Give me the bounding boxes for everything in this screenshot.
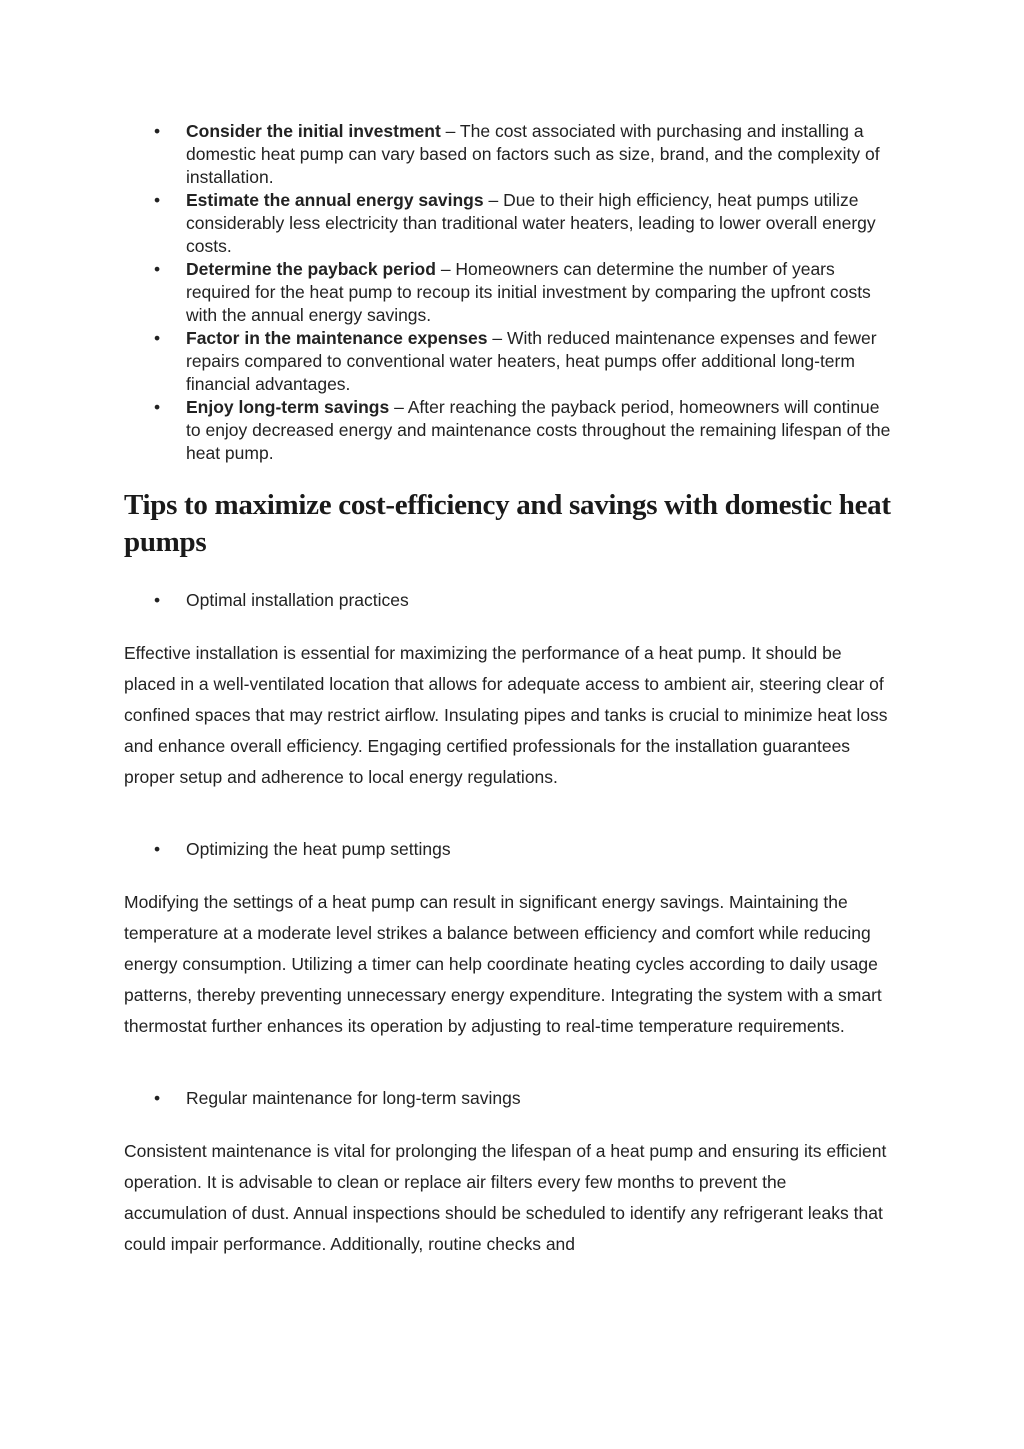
list-item-title: Factor in the maintenance expenses [186,328,488,348]
list-item-title: Enjoy long-term savings [186,397,390,417]
subsection-title: Optimizing the heat pump settings [186,839,451,859]
subsection-title: Optimal installation practices [186,590,409,610]
list-item [124,258,894,327]
cost-factors-list [124,120,894,465]
list-item-title: Consider the initial investment [186,121,441,141]
bullet-icon: • [154,328,161,348]
list-item [124,120,894,189]
bullet-icon: • [154,839,161,859]
body-paragraph: Modifying the settings of a heat pump can result in significant energy savings. Maintaining the temperature at a moderate level strikes a balance between efficiency and comfort while reducing energy consumption. Utilizing a timer can help coordinate heating cycles according to daily usage patterns, thereby preventing unnecessary energy expenditure. Integrating the system with a smart thermostat further enhances its operation by adjusting to real-time temperature requirements. [124,892,882,1036]
section-heading: Tips to maximize cost-efficiency and savings with domestic heat pumps [124,489,891,558]
list-item-text: – After reaching the payback period, homeowners will continue to enjoy decreased energy and maintenance costs throughout the remaining lifespan of the heat pump. [186,397,891,463]
list-item-text: – Due to their high efficiency, heat pumps utilize considerably less electricity than traditional water heaters, leading to lower overall energy costs. [186,190,876,256]
list-item-text: – Homeowners can determine the number of years required for the heat pump to recoup its initial investment by comparing the upfront costs with the annual energy savings. [186,259,871,325]
subsection-bullet [124,589,894,612]
list-item-title: Determine the payback period [186,259,436,279]
bullet-icon: • [154,259,161,279]
list-item [124,327,894,396]
list-item [124,396,894,465]
bullet-icon: • [154,1088,161,1108]
subsection-title: Regular maintenance for long-term savings [186,1088,521,1108]
bullet-icon: • [154,590,161,610]
document-page [124,120,894,1260]
body-paragraph: Effective installation is essential for maximizing the performance of a heat pump. It should be placed in a well-ventilated location that allows for adequate access to ambient air, steering clear of confined spaces that may restrict airflow. Insulating pipes and tanks is crucial to minimize heat loss and enhance overall efficiency. Engaging certified professionals for the installation guarantees proper setup and adherence to local energy regulations. [124,643,888,787]
list-item-text: – With reduced maintenance expenses and fewer repairs compared to conventional water heaters, heat pumps offer additional long-term financial advantages. [186,328,877,394]
bullet-icon: • [154,121,161,141]
subsection-bullet [124,838,894,861]
bullet-icon: • [154,397,161,417]
subsection-bullet [124,1087,894,1110]
list-item [124,189,894,258]
body-paragraph: Consistent maintenance is vital for prolonging the lifespan of a heat pump and ensuring its efficient operation. It is advisable to clean or replace air filters every few months to prevent the accumulation of dust. Annual inspections should be scheduled to identify any refrigerant leaks that could impair performance. Additionally, routine checks and [124,1141,887,1254]
list-item-text: – The cost associated with purchasing and installing a domestic heat pump can vary based on factors such as size, brand, and the complexity of installation. [186,121,880,187]
bullet-icon: • [154,190,161,210]
list-item-title: Estimate the annual energy savings [186,190,484,210]
